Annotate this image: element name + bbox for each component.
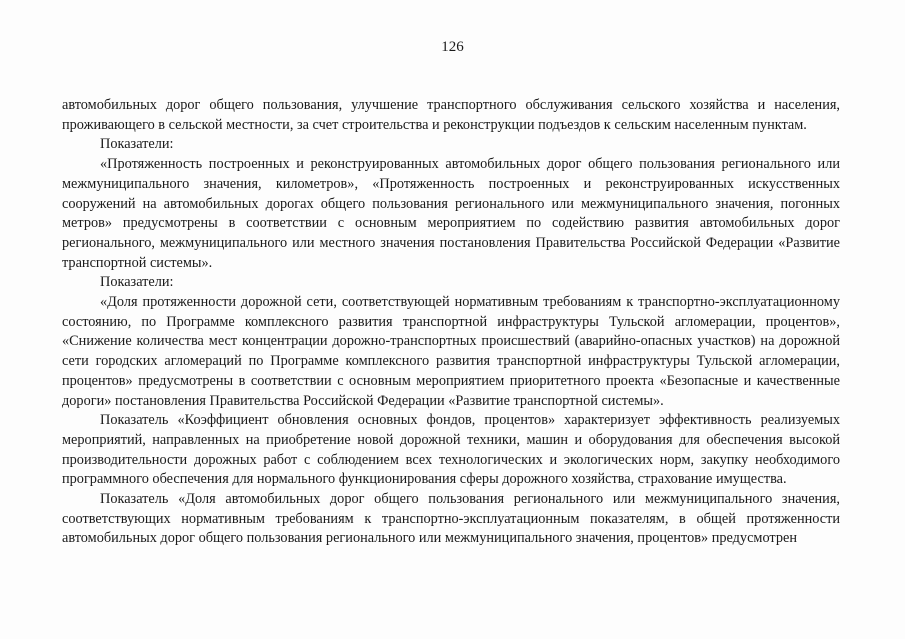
paragraph-roads-share-indicator: Показатель «Доля автомобильных дорог общего пользования регионального или межмуниципального значения, соответствующих нормативным требованиям к транспортно-эксплуатационным показателям, в общей протяженности автомобильных дорог общего пользования регионального или межмуниципального значения, процентов» предусмотрен (62, 491, 840, 547)
paragraph-road-length-indicators: «Протяженность построенных и реконструированных автомобильных дорог общего пользования регионального или межмуниципального значения, километров», «Протяженность построенных и реконструированных искусственных сооружений на автомобильных дорогах общего пользования регионального или межмуниципального значения, погонных метров» предусмотрены в соответствии с основным мероприятием по содействию развития автомобильных дорог регионального, межмуниципального или местного значения постановления Правительства Российской Федерации «Развитие транспортной системы». (62, 156, 840, 271)
document-body (62, 96, 840, 549)
paragraph-intro-continuation: автомобильных дорог общего пользования, улучшение транспортного обслуживания сельского хозяйства и населения, проживающего в сельской местности, за счет строительства и реконструкции подъездов к сельским населенным пунктам. (62, 97, 840, 133)
paragraph-indicators-heading: Показатели: (100, 136, 174, 153)
paragraph-agglomeration-indicators: «Доля протяженности дорожной сети, соответствующей нормативным требованиям к транспортно-эксплуатационному состоянию, по Программе комплексного развития транспортной инфраструктуры Тульской агломерации, процентов», «Снижение количества мест концентрации дорожно-транспортных происшествий (аварийно-опасных участков) на дорожной сети городских агломераций по Программе комплексного развития транспортной инфраструктуры Тульской агломерации, процентов» предусмотрены в соответствии с основным мероприятием приоритетного проекта «Безопасные и качественные дороги» постановления Правительства Российской Федерации «Развитие транспортной системы». (62, 294, 840, 409)
paragraph-fixed-assets-indicator: Показатель «Коэффициент обновления основных фондов, процентов» характеризует эффективность реализуемых мероприятий, направленных на приобретение новой дорожной техники, машин и оборудования для обеспечения высокой производительности дорожных работ с соблюдением всех технологических и экологических норм, закупку необходимого программного обеспечения для нормального функционирования сферы дорожного хозяйства, страхование имущества. (62, 412, 840, 488)
page-number: 126 (441, 39, 464, 55)
paragraph-indicators-heading: Показатели: (100, 274, 174, 291)
